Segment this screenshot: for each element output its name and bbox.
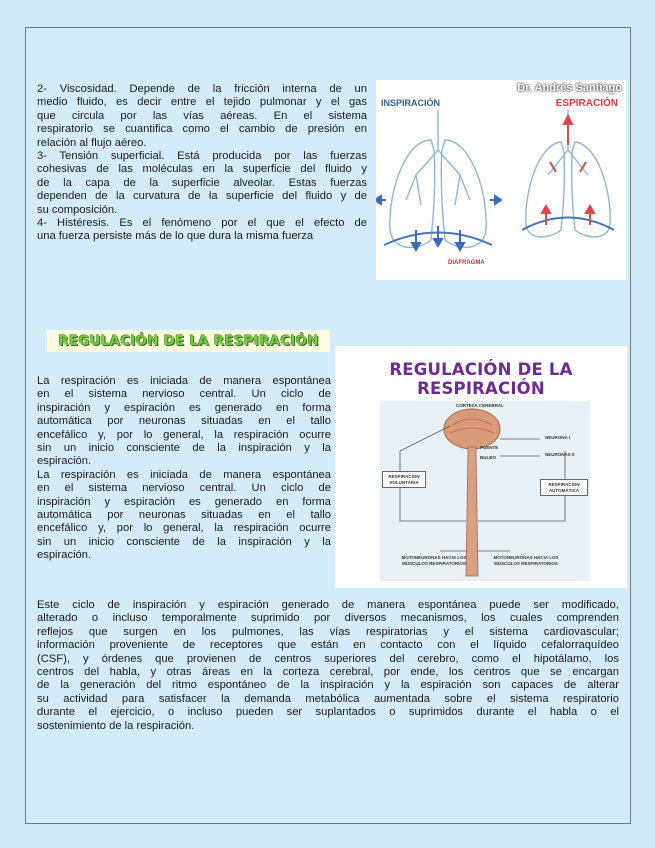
text-line: de la capa de la superficie alveolar. Estas fuerzas	[37, 176, 367, 189]
section-heading: REGULACIÓN DE LA RESPIRACIÓN	[58, 333, 319, 349]
text-line: información proveniente de receptores que están en contacto con el líquido cefalorraquídeo	[37, 639, 619, 652]
text-line: en el sistema nervioso central. Un ciclo de	[37, 388, 331, 401]
neuron-2-label: NEURONAS II	[545, 452, 575, 457]
text-line: de la generación del ritmo espontáneo de la inspiración y la espiración son capaces de alterar	[37, 679, 619, 692]
modulation-paragraph	[37, 599, 619, 733]
lungs-figure	[376, 80, 626, 280]
regulation-figure	[335, 346, 627, 588]
voluntary-box: RESPIRACIÓN VOLUNTARIA	[382, 471, 426, 488]
text-line: durante el ejercicio, o incluso pueden ser suplantados o suprimidos durante el habla o el	[37, 706, 619, 719]
lungs-illustration	[376, 80, 626, 280]
text-line: sin un inicio consciente de la inspiración y la	[37, 535, 331, 548]
medulla-label: BULBO	[480, 455, 496, 460]
mechanics-paragraph	[37, 83, 367, 244]
expiration-label: ESPIRACIÓN	[555, 98, 618, 109]
pons-label: PUENTE	[480, 445, 499, 450]
text-line: dependen de la curvatura de la superficie del fluido y de	[37, 190, 367, 203]
text-line: en el sistema nervioso central. Un ciclo de	[37, 482, 331, 495]
text-line: reflejos que surgen en los pulmones, las vías respiratorias y el sistema cardiovascular;	[37, 625, 619, 638]
text-line: alterado o incluso temporalmente suprimido por diversos mecanismos, los cuales comprenden	[37, 612, 619, 625]
text-line: encefálico y, por lo general, la respiración ocurre	[37, 522, 331, 535]
figure-title: REGULACIÓN DE LA RESPIRACIÓN	[389, 360, 573, 398]
automatic-box: RESPIRACIÓN AUTOMÁTICA	[540, 479, 588, 496]
text-line: medio fluido, es decir entre el tejido pulmonar y el gas	[37, 96, 367, 109]
text-line: 3- Tensión superficial. Está producida por las fuerzas	[37, 150, 367, 163]
text-line: La respiración es iniciada de manera espontánea	[37, 468, 331, 481]
cortex-label: CORTEZA CEREBRAL	[456, 403, 504, 408]
text-line: 2- Viscosidad. Depende de la fricción interna de un	[37, 83, 367, 95]
text-line: una fuerza persiste más de lo que dura la misma fuerza	[37, 230, 314, 243]
text-line: inspiración y espiración es generado en forma	[37, 495, 331, 508]
figure-credit: Dr. Andrés Santiago	[517, 82, 622, 94]
text-line: relación al flujo aéreo.	[37, 136, 147, 149]
text-line: 4- Histéresis. Es el fenómeno por el que el efecto de	[37, 217, 367, 230]
text-line: automática por neuronas situadas en el tallo	[37, 415, 331, 428]
text-line: espiración.	[37, 455, 92, 468]
diaphragm-label: DIAFRAGMA	[448, 260, 485, 266]
page-frame	[25, 27, 631, 824]
text-line: espiración.	[37, 549, 92, 562]
text-line: centros del habla, y otras áreas en la corteza cerebral, por ende, los centros que se encargan	[37, 666, 619, 679]
text-line: su actividad para satisfacer la demanda metabólica aumentada sobre el sistema respiratorio	[37, 692, 619, 705]
text-line: su composición.	[37, 203, 118, 216]
motoneurons-left-label: MOTONEURONAS HACIA LOS MÚSCULOS RESPIRATORIOS	[401, 555, 467, 566]
text-line: respiratorio se cuantifica como el cambio de presión en	[37, 123, 367, 136]
regulation-paragraph	[37, 375, 331, 563]
inspiration-label: INSPIRACIÓN	[381, 98, 441, 108]
text-line: encefálico y, por lo general, la respiración ocurre	[37, 428, 331, 441]
text-line: Este ciclo de inspiración y espiración generado de manera espontánea puede ser modificado,	[37, 599, 619, 611]
text-line: (CSF), y órdenes que provienen de centros superiores del cerebro, como el hipotálamo, los	[37, 652, 619, 665]
text-line: sin un inicio consciente de la inspiración y la	[37, 442, 331, 455]
neuron-1-label: NEURONA I	[545, 435, 571, 440]
motoneurons-right-label: MOTONEURONAS HACIA LOS MÚSCULOS RESPIRATORIOS	[493, 555, 559, 566]
text-line: inspiración y espiración es generado en forma	[37, 401, 331, 414]
text-line: automática por neuronas situadas en el tallo	[37, 509, 331, 522]
text-line: que circula por las vías aéreas. En el sistema	[37, 109, 367, 122]
text-line: cohesivas de las moléculas en la superficie del fluido y	[37, 163, 367, 176]
section-heading-box	[47, 330, 330, 352]
text-line: La respiración es iniciada de manera espontánea	[37, 375, 331, 387]
text-line: sostenimiento de la respiración.	[37, 719, 195, 732]
regulation-diagram	[380, 401, 590, 581]
